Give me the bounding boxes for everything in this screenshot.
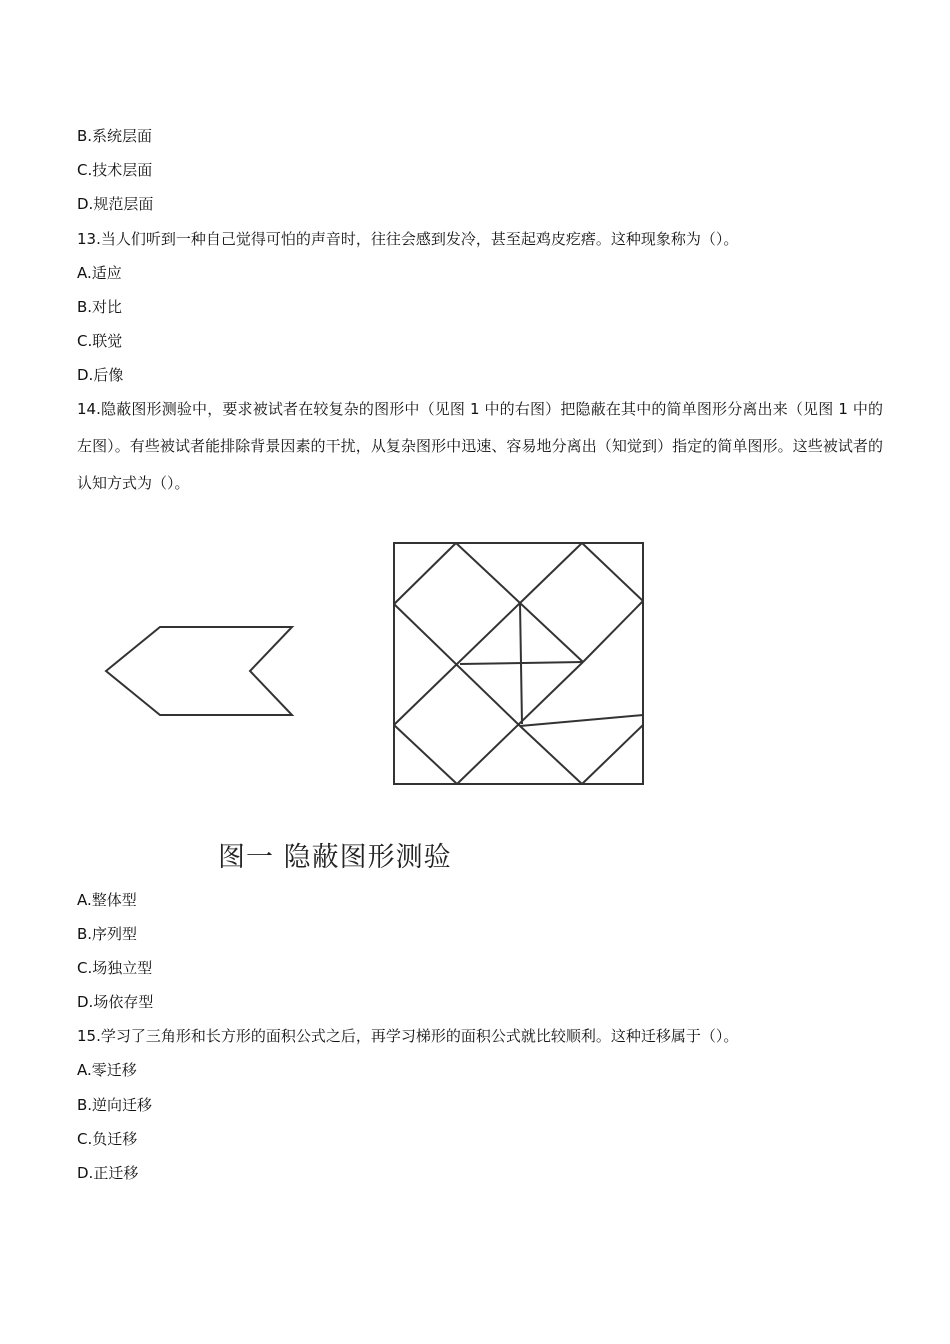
figure-caption: 图一 隐蔽图形测验	[218, 842, 452, 873]
q13-option-b: B.对比	[77, 298, 123, 316]
q15-option-b: B.逆向迁移	[77, 1096, 153, 1114]
q13-option-d: D.后像	[77, 366, 124, 384]
q14-stem: 14.隐蔽图形测验中，要求被试者在较复杂的图形中（见图 1 中的右图）把隐蔽在其中的简单图形分离出来（见图 1 中的左图）。有些被试者能排除背景因素的干扰，从复杂图形中迅速、容易地分离出（知觉到）指定的简单图形。这些被试者的认知方式为（）。	[77, 400, 883, 492]
q14-option-b: B.序列型	[77, 925, 138, 943]
complex-shape	[394, 543, 643, 784]
q15-stem: 15.学习了三角形和长方形的面积公式之后，再学习梯形的面积公式就比较顺利。这种迁移属于（）。	[77, 1027, 739, 1045]
q13-option-a: A.适应	[77, 264, 122, 282]
q12-option-c: C.技术层面	[77, 161, 153, 179]
q15-option-d: D.正迁移	[77, 1164, 139, 1182]
q14-option-d: D.场依存型	[77, 993, 154, 1011]
q12-option-d: D.规范层面	[77, 195, 154, 213]
q13-stem: 13.当人们听到一种自己觉得可怕的声音时，往往会感到发冷，甚至起鸡皮疙瘩。这种现象称为（）。	[77, 230, 739, 248]
hidden-figure-test-image	[100, 535, 660, 880]
q14-option-c: C.场独立型	[77, 959, 153, 977]
q15-option-c: C.负迁移	[77, 1130, 138, 1148]
q15-option-a: A.零迁移	[77, 1061, 137, 1079]
q13-option-c: C.联觉	[77, 332, 123, 350]
simple-shape	[106, 627, 292, 715]
q12-option-b: B.系统层面	[77, 127, 153, 145]
q14-option-a: A.整体型	[77, 891, 137, 909]
